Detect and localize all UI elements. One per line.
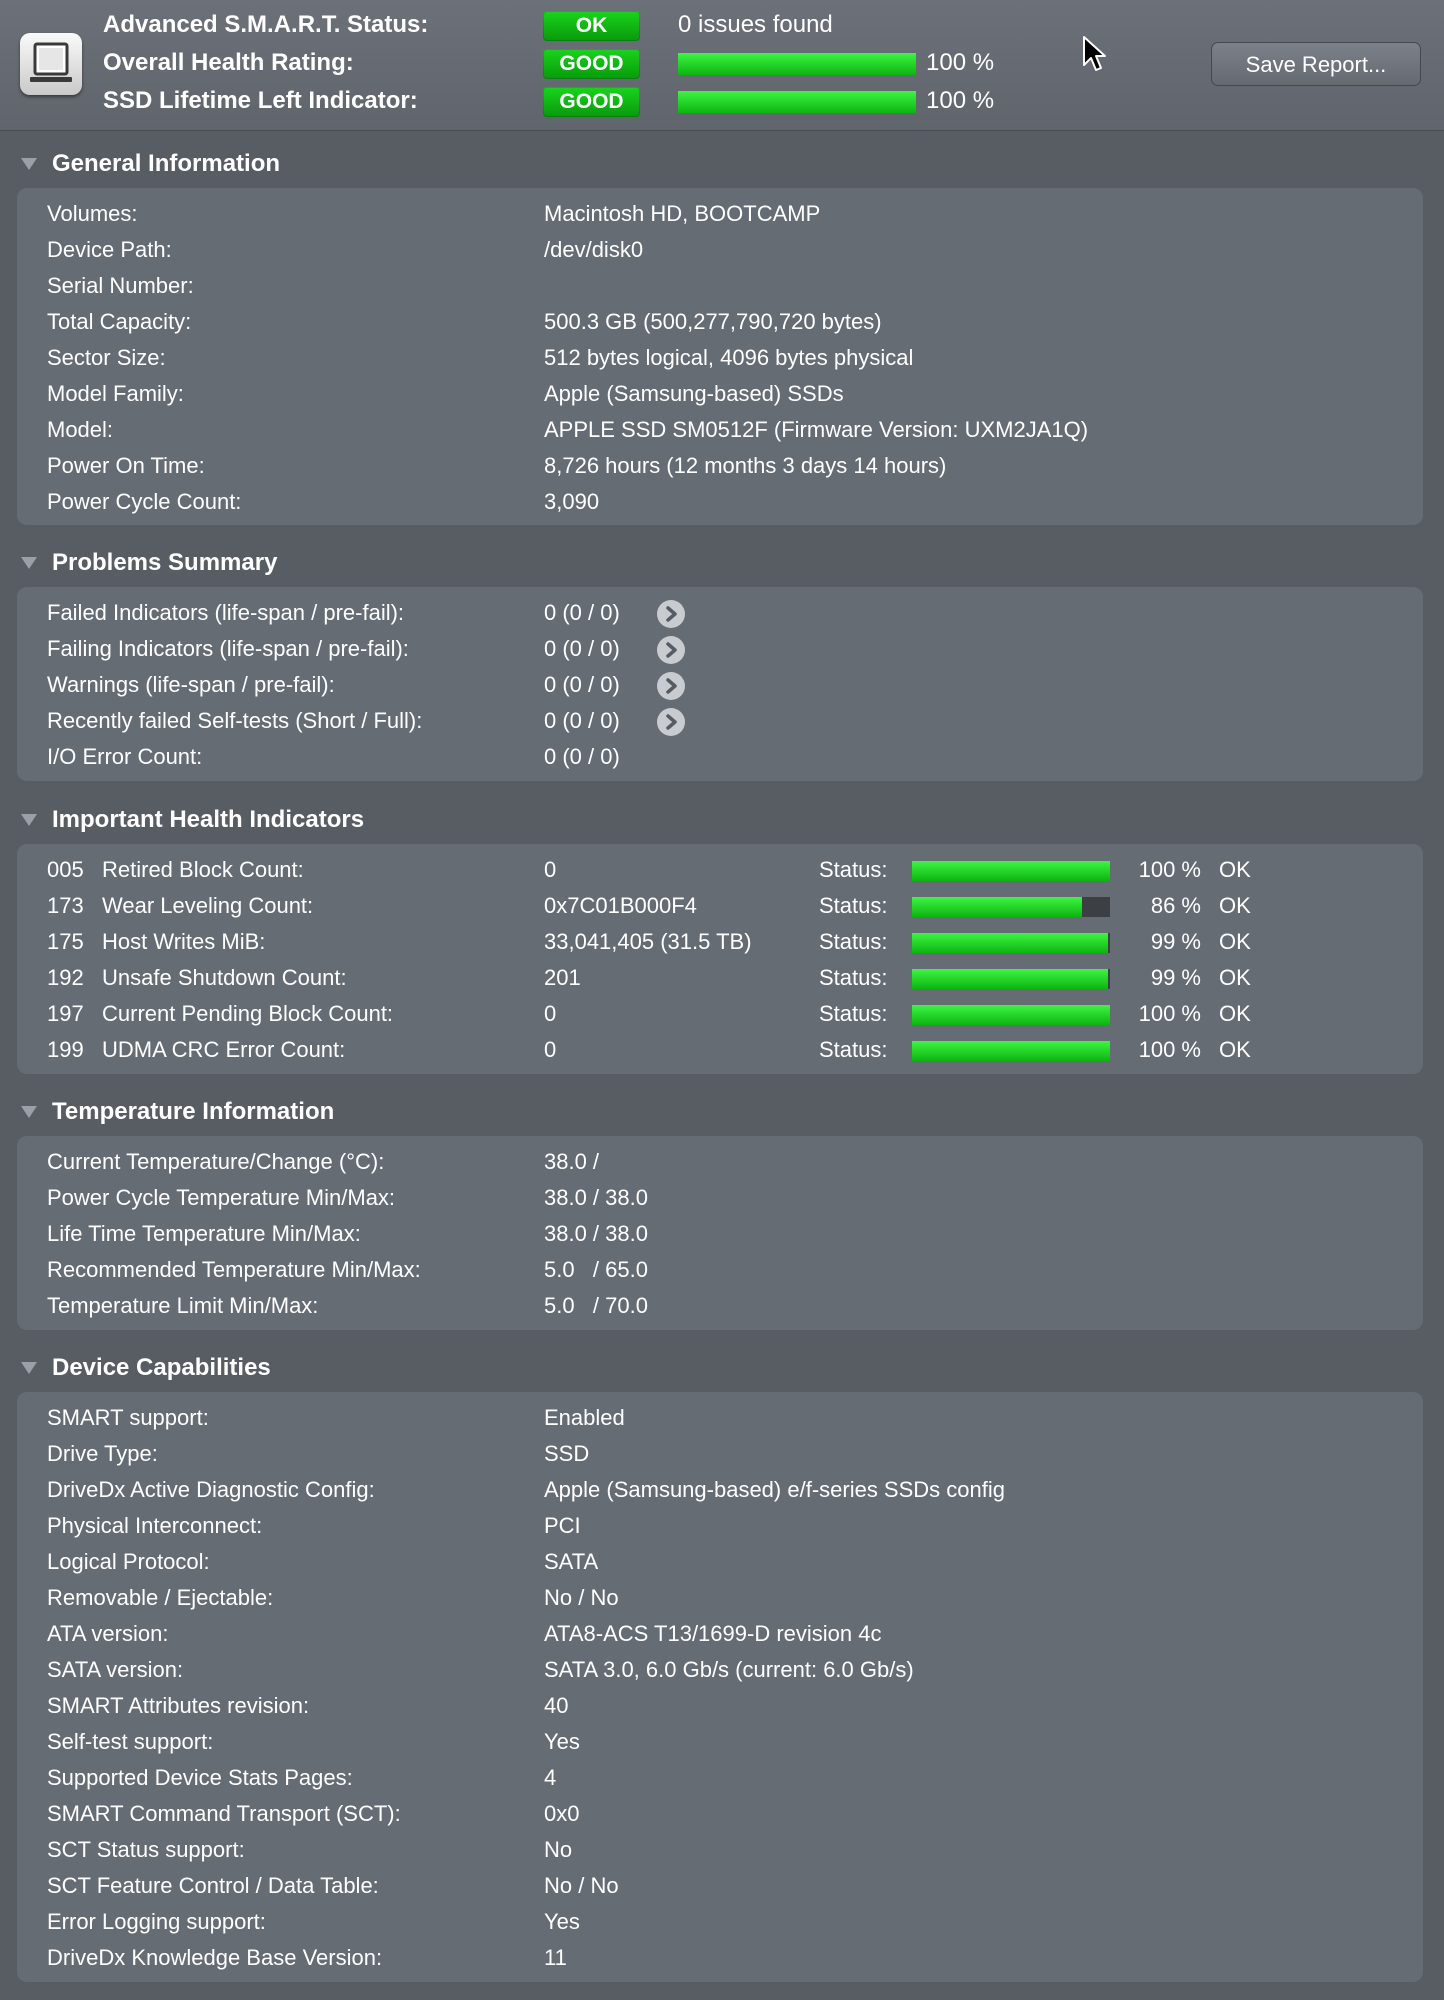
status-bar	[912, 1041, 1110, 1061]
status-value: OK	[1219, 1001, 1251, 1026]
health-row	[17, 888, 1423, 924]
disclosure-triangle-icon[interactable]	[21, 557, 37, 569]
problem-row	[17, 631, 1423, 667]
problem-value: 0 (0 / 0)	[544, 636, 620, 661]
status-percent: 100 %	[1138, 1037, 1201, 1062]
details-arrow-icon[interactable]	[657, 672, 685, 700]
status-bar-fill	[912, 1041, 1110, 1061]
status-label: Status:	[819, 965, 888, 990]
capability-value: 40	[544, 1693, 569, 1718]
lifetime-left-bar-fill	[678, 91, 916, 113]
lifetime-left-percent: 100 %	[926, 87, 995, 114]
info-value: /dev/disk0	[544, 237, 644, 262]
health-row	[17, 1032, 1423, 1068]
capability-label: SCT Feature Control / Data Table:	[47, 1873, 379, 1898]
problem-label: Recently failed Self-tests (Short / Full):	[47, 708, 423, 733]
info-value: Apple (Samsung-based) SSDs	[544, 381, 844, 406]
status-bar	[912, 933, 1110, 953]
status-value: OK	[1219, 929, 1251, 954]
problem-row	[17, 595, 1423, 631]
attribute-value: 201	[544, 965, 581, 990]
disclosure-triangle-icon[interactable]	[21, 1106, 37, 1118]
attribute-name: Wear Leveling Count:	[102, 893, 314, 918]
capabilities-panel	[17, 1392, 1423, 1982]
capability-value: Enabled	[544, 1405, 625, 1430]
mouse-cursor-icon	[1082, 35, 1108, 78]
health-row	[17, 924, 1423, 960]
info-row	[17, 304, 1423, 340]
temperature-label: Current Temperature/Change (°C):	[47, 1149, 385, 1174]
capability-row	[17, 1688, 1423, 1724]
capability-row	[17, 1868, 1423, 1904]
health-rating-bar-fill	[678, 53, 916, 75]
info-label: Serial Number:	[47, 273, 194, 298]
info-row	[17, 412, 1423, 448]
details-arrow-icon[interactable]	[657, 600, 685, 628]
problem-row	[17, 667, 1423, 703]
problem-value: 0 (0 / 0)	[544, 672, 620, 697]
capability-value: 0x0	[544, 1801, 580, 1826]
section-health-title: Important Health Indicators	[52, 806, 365, 833]
info-row	[17, 232, 1423, 268]
capability-label: Supported Device Stats Pages:	[47, 1765, 353, 1790]
capability-value: No	[544, 1837, 573, 1862]
smart-status-badge: OK	[543, 11, 640, 41]
lifetime-left-label: SSD Lifetime Left Indicator:	[103, 87, 418, 114]
attribute-name: Current Pending Block Count:	[102, 1001, 394, 1026]
section-general-header[interactable]	[0, 144, 1444, 184]
section-problems-header[interactable]	[0, 543, 1444, 583]
status-percent: 99 %	[1150, 965, 1201, 990]
health-rating-badge: GOOD	[543, 49, 640, 79]
capability-value: 11	[544, 1945, 567, 1970]
attribute-id: 192	[47, 965, 84, 990]
lifetime-left-row	[0, 83, 1100, 121]
capability-label: Removable / Ejectable:	[47, 1585, 274, 1610]
info-row	[17, 340, 1423, 376]
info-value: 512 bytes logical, 4096 bytes physical	[544, 345, 914, 370]
health-indicators-panel	[17, 844, 1423, 1074]
problems-panel	[17, 587, 1423, 781]
capability-label: Physical Interconnect:	[47, 1513, 263, 1538]
capability-value: PCI	[544, 1513, 581, 1538]
problem-label: Failing Indicators (life-span / pre-fail):	[47, 636, 409, 661]
capability-label: SCT Status support:	[47, 1837, 245, 1862]
info-row	[17, 376, 1423, 412]
status-bar-fill	[912, 861, 1110, 881]
info-row	[17, 484, 1423, 520]
status-bar	[912, 1005, 1110, 1025]
attribute-name: Unsafe Shutdown Count:	[102, 965, 347, 990]
info-row	[17, 268, 1423, 304]
save-report-button[interactable]: Save Report...	[1211, 42, 1421, 86]
disclosure-triangle-icon[interactable]	[21, 158, 37, 170]
problem-row	[17, 703, 1423, 739]
capability-row	[17, 1940, 1423, 1976]
capability-row	[17, 1580, 1423, 1616]
capability-label: SMART support:	[47, 1405, 209, 1430]
section-problems-title: Problems Summary	[52, 549, 278, 576]
temperature-row	[17, 1216, 1423, 1252]
temperature-row	[17, 1144, 1423, 1180]
info-value: 8,726 hours (12 months 3 days 14 hours)	[544, 453, 947, 478]
problem-label: Failed Indicators (life-span / pre-fail):	[47, 600, 405, 625]
capability-value: ATA8-ACS T13/1699-D revision 4c	[544, 1621, 882, 1646]
capability-label: ATA version:	[47, 1621, 169, 1646]
disclosure-triangle-icon[interactable]	[21, 814, 37, 826]
info-row	[17, 196, 1423, 232]
status-value: OK	[1219, 1037, 1251, 1062]
attribute-id: 197	[47, 1001, 84, 1026]
temperature-label: Recommended Temperature Min/Max:	[47, 1257, 421, 1282]
info-value: Macintosh HD, BOOTCAMP	[544, 201, 821, 226]
attribute-id: 173	[47, 893, 84, 918]
status-label: Status:	[819, 1037, 888, 1062]
info-value: 500.3 GB (500,277,790,720 bytes)	[544, 309, 882, 334]
capability-value: No / No	[544, 1585, 619, 1610]
problem-label: Warnings (life-span / pre-fail):	[47, 672, 335, 697]
status-percent: 100 %	[1138, 1001, 1201, 1026]
capability-label: SMART Command Transport (SCT):	[47, 1801, 401, 1826]
attribute-name: Retired Block Count:	[102, 857, 304, 882]
status-bar	[912, 861, 1110, 881]
status-label: Status:	[819, 1001, 888, 1026]
attribute-name: UDMA CRC Error Count:	[102, 1037, 346, 1062]
capability-label: Drive Type:	[47, 1441, 158, 1466]
info-label: Sector Size:	[47, 345, 166, 370]
details-arrow-icon[interactable]	[657, 636, 685, 664]
info-label: Total Capacity:	[47, 309, 192, 334]
temperature-value: 5.0 / 70.0	[544, 1293, 648, 1318]
capability-row	[17, 1616, 1423, 1652]
health-rating-label: Overall Health Rating:	[103, 49, 354, 76]
details-arrow-icon[interactable]	[657, 708, 685, 736]
status-percent: 99 %	[1150, 929, 1201, 954]
status-label: Status:	[819, 893, 888, 918]
info-label: Device Path:	[47, 237, 172, 262]
temperature-label: Life Time Temperature Min/Max:	[47, 1221, 361, 1246]
capability-value: 4	[544, 1765, 557, 1790]
status-bar-fill	[912, 969, 1108, 989]
health-rating-bar	[678, 53, 916, 75]
capability-row	[17, 1436, 1423, 1472]
info-label: Model:	[47, 417, 114, 442]
capability-value: Yes	[544, 1729, 580, 1754]
capability-value: Yes	[544, 1909, 580, 1934]
problem-row	[17, 739, 1423, 775]
section-capabilities-header[interactable]	[0, 1348, 1444, 1388]
problem-value: 0 (0 / 0)	[544, 708, 620, 733]
problem-label: I/O Error Count:	[47, 744, 203, 769]
health-rating-percent: 100 %	[926, 49, 995, 76]
status-label: Status:	[819, 929, 888, 954]
attribute-name: Host Writes MiB:	[102, 929, 266, 954]
status-bar	[912, 969, 1110, 989]
problem-value: 0 (0 / 0)	[544, 744, 620, 769]
section-temperature-header[interactable]	[0, 1092, 1444, 1132]
health-row	[17, 960, 1423, 996]
capability-value: No / No	[544, 1873, 619, 1898]
temperature-label: Temperature Limit Min/Max:	[47, 1293, 319, 1318]
status-percent: 86 %	[1150, 893, 1201, 918]
info-row	[17, 448, 1423, 484]
capability-label: DriveDx Knowledge Base Version:	[47, 1945, 383, 1970]
status-value: OK	[1219, 965, 1251, 990]
info-value: 3,090	[544, 489, 600, 514]
temperature-row	[17, 1180, 1423, 1216]
status-bar	[912, 897, 1110, 917]
smart-status-row	[0, 7, 1100, 45]
capability-row	[17, 1904, 1423, 1940]
status-bar-fill	[912, 897, 1082, 917]
status-bar-fill	[912, 1005, 1110, 1025]
attribute-value: 0	[544, 857, 557, 882]
health-rating-row	[0, 45, 1100, 83]
general-info-panel	[17, 188, 1423, 525]
temperature-value: 38.0 / 38.0	[544, 1221, 648, 1246]
disclosure-triangle-icon[interactable]	[21, 1362, 37, 1374]
capability-label: Logical Protocol:	[47, 1549, 210, 1574]
status-label: Status:	[819, 857, 888, 882]
attribute-value: 33,041,405 (31.5 TB)	[544, 929, 752, 954]
status-percent: 100 %	[1138, 857, 1201, 882]
status-header	[0, 0, 1444, 131]
issues-found-text: 0 issues found	[678, 11, 833, 38]
section-capabilities-title: Device Capabilities	[52, 1354, 271, 1381]
capability-row	[17, 1652, 1423, 1688]
temperature-value: 38.0 / 38.0	[544, 1185, 648, 1210]
section-health-header[interactable]	[0, 800, 1444, 840]
capability-value: SATA 3.0, 6.0 Gb/s (current: 6.0 Gb/s)	[544, 1657, 914, 1682]
info-label: Power On Time:	[47, 453, 205, 478]
capability-value: SSD	[544, 1441, 590, 1466]
temperature-label: Power Cycle Temperature Min/Max:	[47, 1185, 396, 1210]
temperature-panel	[17, 1136, 1423, 1330]
attribute-id: 199	[47, 1037, 84, 1062]
info-label: Model Family:	[47, 381, 184, 406]
temperature-value: 5.0 / 65.0	[544, 1257, 648, 1282]
problem-value: 0 (0 / 0)	[544, 600, 620, 625]
health-row	[17, 996, 1423, 1032]
smart-status-label: Advanced S.M.A.R.T. Status:	[103, 11, 429, 38]
attribute-value: 0x7C01B000F4	[544, 893, 697, 918]
status-value: OK	[1219, 893, 1251, 918]
capability-label: SMART Attributes revision:	[47, 1693, 310, 1718]
capability-value: SATA	[544, 1549, 599, 1574]
health-row	[17, 852, 1423, 888]
capability-label: Error Logging support:	[47, 1909, 266, 1934]
attribute-value: 0	[544, 1001, 557, 1026]
capability-row	[17, 1472, 1423, 1508]
capability-label: SATA version:	[47, 1657, 184, 1682]
capability-row	[17, 1508, 1423, 1544]
status-bar-fill	[912, 933, 1108, 953]
temperature-value: 38.0 /	[544, 1149, 600, 1174]
capability-row	[17, 1796, 1423, 1832]
capability-row	[17, 1760, 1423, 1796]
temperature-row	[17, 1252, 1423, 1288]
capability-row	[17, 1400, 1423, 1436]
attribute-id: 005	[47, 857, 84, 882]
attribute-id: 175	[47, 929, 84, 954]
capability-row	[17, 1832, 1423, 1868]
section-general-title: General Information	[52, 150, 281, 177]
status-value: OK	[1219, 857, 1251, 882]
info-value: APPLE SSD SM0512F (Firmware Version: UXM2JA1Q)	[544, 417, 1089, 442]
capability-value: Apple (Samsung-based) e/f-series SSDs config	[544, 1477, 1005, 1502]
capability-label: DriveDx Active Diagnostic Config:	[47, 1477, 375, 1502]
capability-row	[17, 1544, 1423, 1580]
lifetime-left-badge: GOOD	[543, 87, 640, 117]
lifetime-left-bar	[678, 91, 916, 113]
section-temperature-title: Temperature Information	[52, 1098, 335, 1125]
capability-row	[17, 1724, 1423, 1760]
capability-label: Self-test support:	[47, 1729, 214, 1754]
temperature-row	[17, 1288, 1423, 1324]
info-label: Power Cycle Count:	[47, 489, 242, 514]
attribute-value: 0	[544, 1037, 557, 1062]
info-label: Volumes:	[47, 201, 138, 226]
